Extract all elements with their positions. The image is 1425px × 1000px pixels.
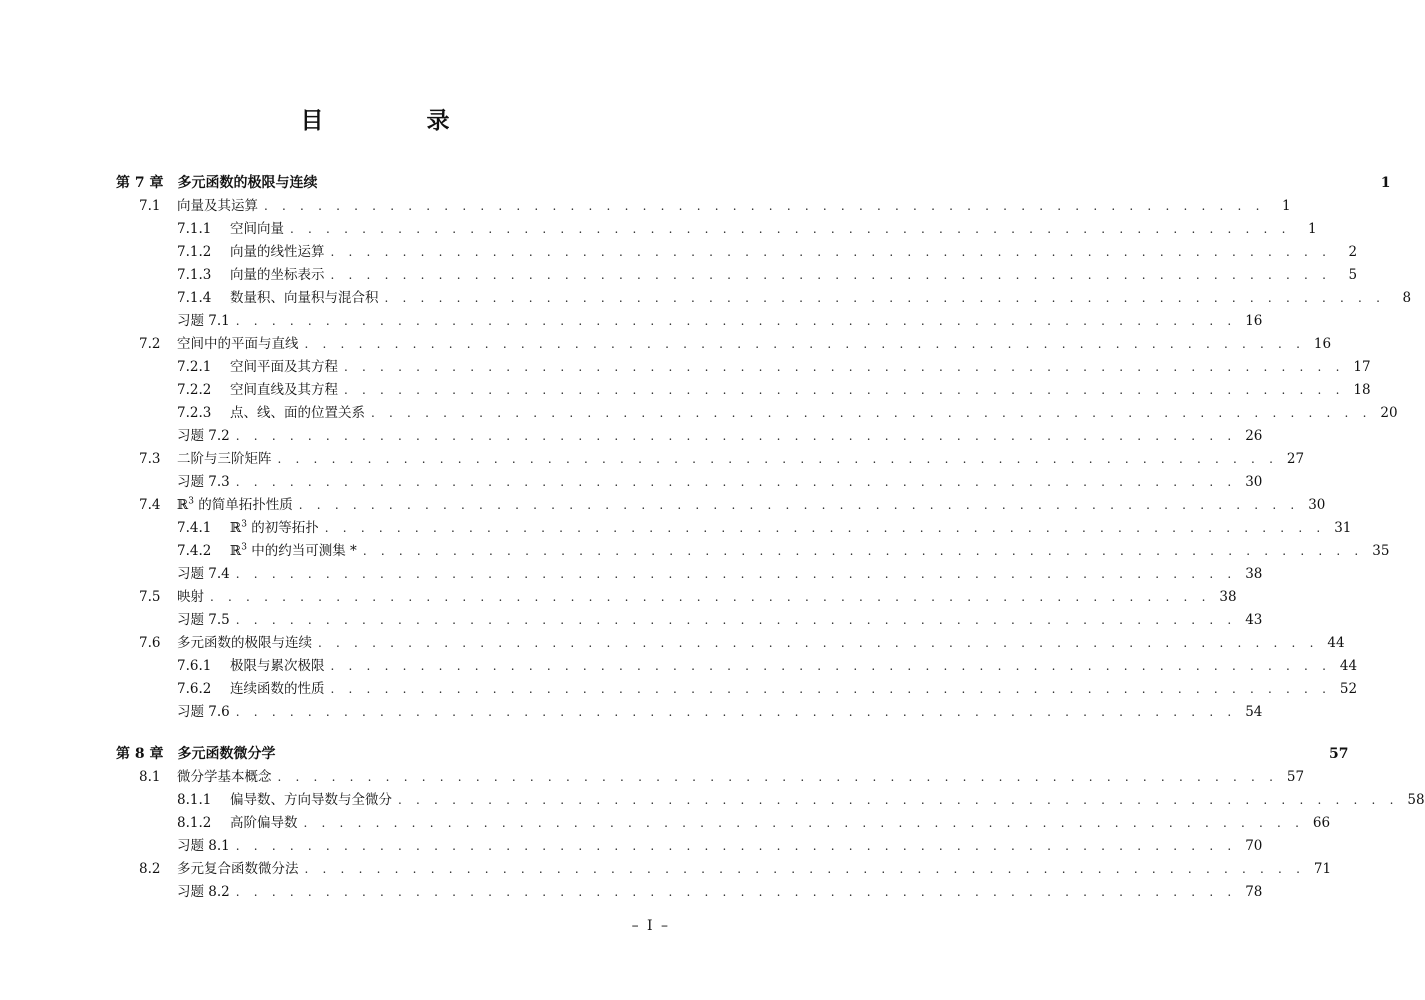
toc-entry-section[interactable] xyxy=(116,448,1305,471)
toc-entry-page: 16 xyxy=(1245,313,1263,329)
dot-leader: . . . . . . . . . . . . . . . . . . . . . . . . . . . . . . . . . . . . . . . . . . . . . . . . . . . . . . . . xyxy=(318,636,1319,650)
dot-leader: . . . . . . . . . . . . . . . . . . . . . . . . . . . . . . . . . . . . . . . . . . . . . . . . . . . . . . . . xyxy=(344,360,1345,374)
dot-leader: . . . . . . . . . . . . . . . . . . . . . . . . . . . . . . . . . . . . . . . . . . . . . . . . . . . . . . . . xyxy=(264,199,1265,213)
toc-entry-title: 习题 7.6 xyxy=(177,704,230,720)
toc-entry-title: 空间平面及其方程 xyxy=(230,359,338,375)
toc-entry-page: 43 xyxy=(1245,612,1263,628)
toc-entry-title: ℝ$^3$ 的简单拓扑性质 xyxy=(177,496,293,513)
toc-entry-title: 微分学基本概念 xyxy=(177,769,272,785)
toc-entry-number: 7.2.3 xyxy=(177,405,212,421)
toc-entry-number: 7.5 xyxy=(139,589,161,605)
toc-entry-chapter[interactable] xyxy=(116,172,1391,195)
toc-entry-page: 44 xyxy=(1327,635,1345,651)
toc-entry-exercise[interactable] xyxy=(116,471,1263,494)
toc-entry-number: 7.1.1 xyxy=(177,221,212,237)
toc-entry-page: 35 xyxy=(1372,543,1390,559)
toc-entry-number: 7.1.2 xyxy=(177,244,212,260)
toc-entry-number: 7.4.2 xyxy=(177,543,212,559)
toc-entry-title: 习题 7.2 xyxy=(177,428,230,444)
dot-leader: . . . . . . . . . . . . . . . . . . . . . . . . . . . . . . . . . . . . . . . . . . . . . . . . . . . . . . . . xyxy=(210,590,1211,604)
toc-entry-page: 20 xyxy=(1380,405,1398,421)
dot-leader: . . . . . . . . . . . . . . . . . . . . . . . . . . . . . . . . . . . . . . . . . . . . . . . . . . . . . . . . xyxy=(298,498,1300,512)
toc-entry-title: 习题 7.5 xyxy=(177,612,230,628)
toc-entry-page: 27 xyxy=(1286,451,1305,467)
toc-entry-page: 58 xyxy=(1407,792,1425,808)
toc-entry-title: 映射 xyxy=(177,589,204,605)
toc-entry-title: 习题 7.1 xyxy=(177,313,230,329)
toc-entry-chapter[interactable] xyxy=(116,743,1349,766)
dot-leader: . . . . . . . . . . . . . . . . . . . . . . . . . . . . . . . . . . . . . . . . . . . . . . . . . . . . . . . . xyxy=(277,452,1279,466)
toc-entry-exercise[interactable] xyxy=(116,563,1263,586)
toc-entry-page: 38 xyxy=(1219,589,1237,605)
toc-entry-title: 点、线、面的位置关系 xyxy=(230,405,365,421)
toc-entry-page: 44 xyxy=(1339,658,1358,674)
toc-entry-title: ℝ$^3$ 的初等拓扑 xyxy=(230,519,319,536)
toc-entry-subsection[interactable] xyxy=(116,402,1398,425)
dot-leader: . . . . . . . . . . . . . . . . . . . . . . . . . . . . . . . . . . . . . . . . . . . . . . . . . . . . . . . . xyxy=(304,337,1306,351)
toc-entry-page: 5 xyxy=(1348,267,1358,283)
page-title: 目 录 xyxy=(300,107,490,134)
toc-entry-number: 8.2 xyxy=(139,861,161,877)
toc-entry-title: ℝ$^3$ 中的约当可测集 * xyxy=(230,542,357,559)
toc-entry-number: 7.4 xyxy=(139,497,161,513)
toc-entry-page: 31 xyxy=(1334,520,1352,536)
toc-entry-page: 70 xyxy=(1245,838,1263,854)
toc-entry-page: 78 xyxy=(1245,884,1263,900)
toc-entry-page: 17 xyxy=(1353,359,1371,375)
toc-entry-page: 26 xyxy=(1245,428,1263,444)
toc-entry-title: 多元函数的极限与连续 xyxy=(177,175,318,191)
toc-entry-page: 57 xyxy=(1328,746,1349,762)
dot-leader: . . . . . . . . . . . . . . . . . . . . . . . . . . . . . . . . . . . . . . . . . . . . . . . . . . . . . . . . xyxy=(235,429,1237,443)
dot-leader: . . . . . . . . . . . . . . . . . . . . . . . . . . . . . . . . . . . . . . . . . . . . . . . . . . . . . . . . xyxy=(330,682,1332,696)
toc-entry-page: 66 xyxy=(1312,815,1331,831)
toc-entry-number: 7.2.2 xyxy=(177,382,212,398)
toc-entry-exercise[interactable] xyxy=(116,835,1263,858)
toc-entry-exercise[interactable] xyxy=(116,609,1263,632)
dot-leader: . . . . . . . . . . . . . . . . . . . . . . . . . . . . . . . . . . . . . . . . . . . . . . . . . . . . . . . . xyxy=(344,383,1345,397)
dot-leader: . . . . . . . . . . . . . . . . . . . . . . . . . . . . . . . . . . . . . . . . . . . . . . . . . . . . . . . . xyxy=(324,521,1326,535)
toc-entry-subsection[interactable] xyxy=(116,678,1358,701)
toc-entry-page: 38 xyxy=(1245,566,1263,582)
toc-entry-number: 7.1.4 xyxy=(177,290,212,306)
toc-entry-title: 向量的坐标表示 xyxy=(230,267,325,283)
toc-entry-section[interactable] xyxy=(116,195,1291,218)
toc-entry-title: 多元函数微分学 xyxy=(177,746,276,762)
toc-entry-number: 7.6.1 xyxy=(177,658,212,674)
toc-entry-number: 7.6 xyxy=(139,635,161,651)
dot-leader: . . . . . . . . . . . . . . . . . . . . . . . . . . . . . . . . . . . . . . . . . . . . . . . . . . . . . . . . xyxy=(235,314,1237,328)
dot-leader: . . . . . . . . . . . . . . . . . . . . . . . . . . . . . . . . . . . . . . . . . . . . . . . . . . . . . . . . xyxy=(330,245,1332,259)
toc-entry-title: 习题 8.2 xyxy=(177,884,230,900)
toc-entry-subsection[interactable] xyxy=(116,241,1358,264)
toc-entry-subsection[interactable] xyxy=(116,517,1352,540)
dot-leader: . . . . . . . . . . . . . . . . . . . . . . . . . . . . . . . . . . . . . . . . . . . . . . . . . . . . . . . . xyxy=(235,567,1237,581)
toc-entry-exercise[interactable] xyxy=(116,310,1263,333)
dot-leader: . . . . . . . . . . . . . . . . . . . . . . . . . . . . . . . . . . . . . . . . . . . . . . . . . . . . . . . . xyxy=(235,705,1237,719)
toc-entry-subsection[interactable] xyxy=(116,287,1412,310)
toc-entry-title: 偏导数、方向导数与全微分 xyxy=(230,792,392,808)
dot-leader: . . . . . . . . . . . . . . . . . . . . . . . . . . . . . . . . . . . . . . . . . . . . . . . . . . . . . . . . xyxy=(235,613,1237,627)
toc-entry-exercise[interactable] xyxy=(116,701,1263,724)
toc-entry-subsection[interactable] xyxy=(116,264,1358,287)
toc-entry-section[interactable] xyxy=(116,494,1326,517)
toc-entry-page: 54 xyxy=(1245,704,1263,720)
toc-entry-title: 空间中的平面与直线 xyxy=(177,336,299,352)
toc-entry-title: 数量积、向量积与混合积 xyxy=(230,290,379,306)
dot-leader: . . . . . . . . . . . . . . . . . . . . . . . . . . . . . . . . . . . . . . . . . . . . . . . . . . . . . . . . xyxy=(235,885,1237,899)
toc-entry-page: 57 xyxy=(1286,769,1305,785)
toc-entry-section[interactable] xyxy=(116,632,1345,655)
toc-entry-number: 7.2 xyxy=(139,336,161,352)
dot-leader: . . . . . . . . . . . . . . . . . . . . . . . . . . . . . . . . . . . . . . . . . . . . . . . . . . . . . . . . xyxy=(362,544,1364,558)
toc-entry-page: 18 xyxy=(1353,382,1371,398)
toc-entry-subsection[interactable] xyxy=(116,655,1358,678)
dot-leader: . . . . . . . . . . . . . . . . . . . . . . . . . . . . . . . . . . . . . . . . . . . . . . . . . . . . . . . . xyxy=(384,291,1386,305)
toc-entry-page: 71 xyxy=(1313,861,1332,877)
dot-leader: . . . . . . . . . . . . . . . . . . . . . . . . . . . . . . . . . . . . . . . . . . . . . . . . . . . . . . . . xyxy=(290,222,1291,236)
dot-leader: . . . . . . . . . . . . . . . . . . . . . . . . . . . . . . . . . . . . . . . . . . . . . . . . . . . . . . . . xyxy=(235,839,1237,853)
toc-entry-section[interactable] xyxy=(116,766,1305,789)
toc-entry-number: 8.1 xyxy=(139,769,161,785)
toc-entry-title: 空间直线及其方程 xyxy=(230,382,338,398)
dot-leader: . . . . . . . . . . . . . . . . . . . . . . . . . . . . . . . . . . . . . . . . . . . . . . . . . . . . . . . . xyxy=(330,659,1332,673)
toc-entry-page: 30 xyxy=(1308,497,1326,513)
toc-entry-title: 空间向量 xyxy=(230,221,284,237)
page-number-footer: – I – xyxy=(631,918,670,934)
toc-entry-subsection[interactable] xyxy=(116,812,1331,835)
toc-entry-number: 7.1 xyxy=(139,198,161,214)
toc-entry-number: 7.4.1 xyxy=(177,520,212,536)
table-of-contents xyxy=(116,172,1425,904)
toc-entry-page: 16 xyxy=(1313,336,1332,352)
toc-entry-page: 1 xyxy=(1308,221,1317,237)
toc-entry-number: 8.1.1 xyxy=(177,792,212,808)
dot-leader: . . . . . . . . . . . . . . . . . . . . . . . . . . . . . . . . . . . . . . . . . . . . . . . . . . . . . . . . xyxy=(330,268,1332,282)
toc-entry-title: 二阶与三阶矩阵 xyxy=(177,451,272,467)
toc-entry-title: 多元函数的极限与连续 xyxy=(177,635,312,651)
toc-entry-title: 习题 7.3 xyxy=(177,474,230,490)
toc-entry-title: 极限与累次极限 xyxy=(230,658,325,674)
dot-leader: . . . . . . . . . . . . . . . . . . . . . . . . . . . . . . . . . . . . . . . . . . . . . . . . . . . . . . . . xyxy=(303,816,1305,830)
toc-entry-page: 30 xyxy=(1245,474,1263,490)
toc-entry-page: 2 xyxy=(1348,244,1358,260)
toc-entry-number: 8.1.2 xyxy=(177,815,212,831)
toc-entry-title: 习题 7.4 xyxy=(177,566,230,582)
toc-entry-title: 多元复合函数微分法 xyxy=(177,861,299,877)
toc-entry-subsection[interactable] xyxy=(116,218,1317,241)
toc-entry-exercise[interactable] xyxy=(116,425,1263,448)
toc-entry-title: 习题 8.1 xyxy=(177,838,230,854)
toc-entry-number: 7.6.2 xyxy=(177,681,212,697)
toc-entry-page: 8 xyxy=(1402,290,1412,306)
toc-entry-page: 52 xyxy=(1339,681,1358,697)
toc-entry-subsection[interactable] xyxy=(116,356,1371,379)
dot-leader: . . . . . . . . . . . . . . . . . . . . . . . . . . . . . . . . . . . . . . . . . . . . . . . . . . . . . . . . xyxy=(398,793,1399,807)
dot-leader: . . . . . . . . . . . . . . . . . . . . . . . . . . . . . . . . . . . . . . . . . . . . . . . . . . . . . . . . xyxy=(235,475,1237,489)
toc-entry-subsection[interactable] xyxy=(116,789,1425,812)
toc-entry-section[interactable] xyxy=(116,858,1332,881)
toc-entry-title: 连续函数的性质 xyxy=(230,681,325,697)
toc-entry-number: 第 8 章 xyxy=(116,746,164,762)
toc-entry-subsection[interactable] xyxy=(116,379,1371,402)
dot-leader: . . . . . . . . . . . . . . . . . . . . . . . . . . . . . . . . . . . . . . . . . . . . . . . . . . . . . . . . xyxy=(371,406,1372,420)
toc-entry-section[interactable] xyxy=(116,333,1332,356)
toc-entry-number: 7.3 xyxy=(139,451,161,467)
toc-entry-page: 1 xyxy=(1380,175,1391,191)
toc-entry-number: 7.2.1 xyxy=(177,359,212,375)
toc-entry-section[interactable] xyxy=(116,586,1237,609)
toc-entry-exercise[interactable] xyxy=(116,881,1263,904)
dot-leader: . . . . . . . . . . . . . . . . . . . . . . . . . . . . . . . . . . . . . . . . . . . . . . . . . . . . . . . . xyxy=(304,862,1306,876)
toc-entry-number: 第 7 章 xyxy=(116,175,164,191)
toc-entry-subsection[interactable] xyxy=(116,540,1390,563)
toc-entry-page: 1 xyxy=(1282,198,1291,214)
toc-entry-number: 7.1.3 xyxy=(177,267,212,283)
dot-leader: . . . . . . . . . . . . . . . . . . . . . . . . . . . . . . . . . . . . . . . . . . . . . . . . . . . . . . . . xyxy=(277,770,1279,784)
toc-entry-title: 向量的线性运算 xyxy=(230,244,325,260)
toc-entry-title: 高阶偏导数 xyxy=(230,815,298,831)
toc-entry-title: 向量及其运算 xyxy=(177,198,258,214)
